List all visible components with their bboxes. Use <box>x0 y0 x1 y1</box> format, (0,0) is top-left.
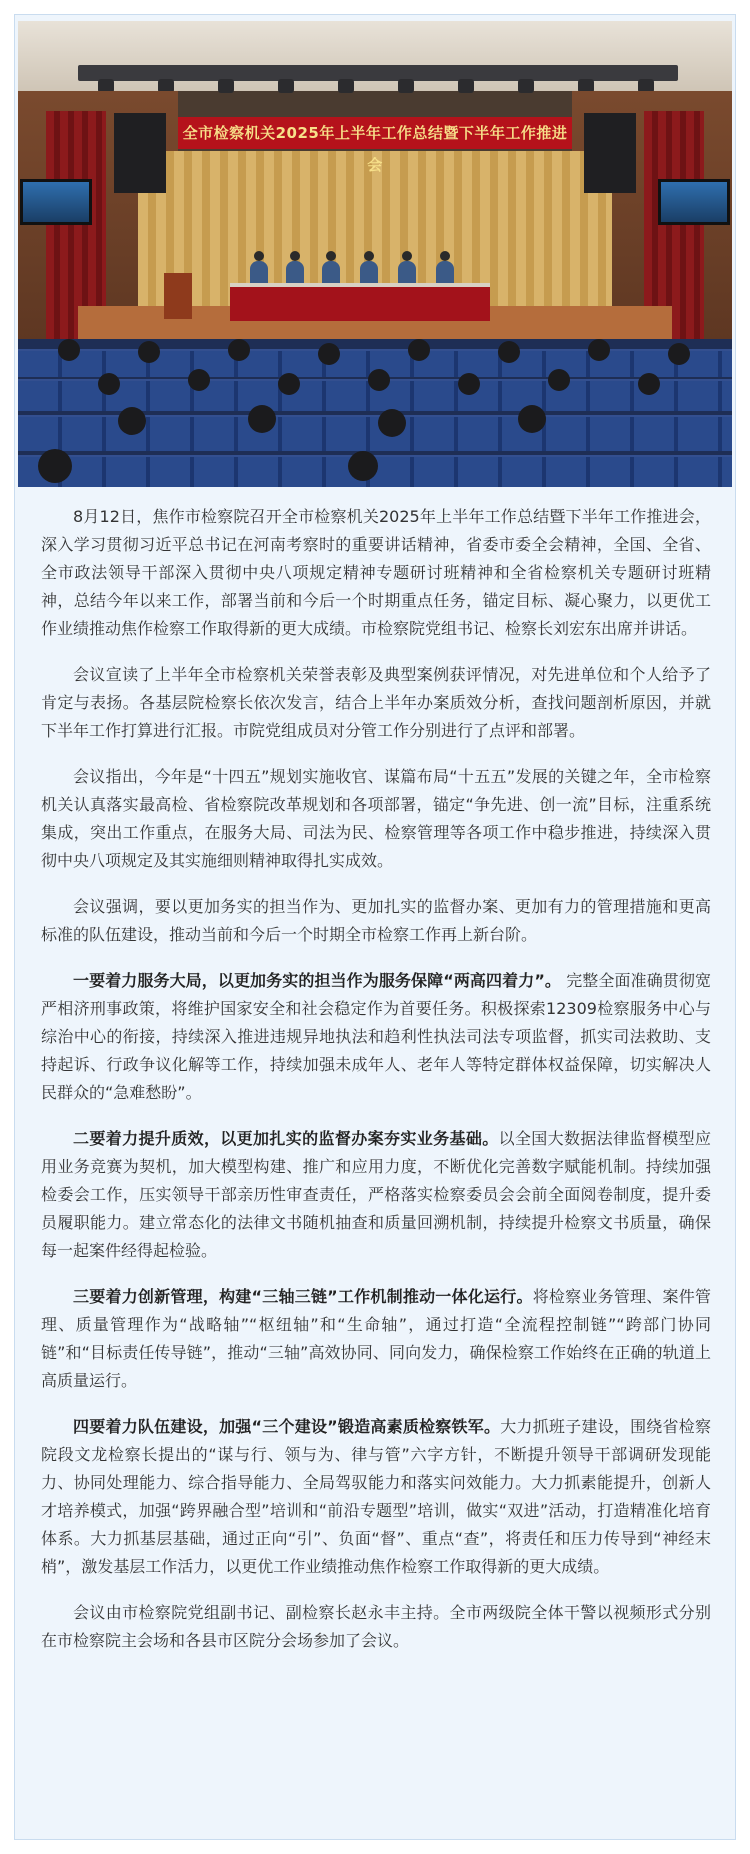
article-paragraph <box>41 763 711 875</box>
article-paragraph <box>41 1125 711 1265</box>
right-video-screen <box>658 179 730 225</box>
audience-head <box>638 373 660 395</box>
audience-head <box>668 343 690 365</box>
article-body <box>41 503 711 1673</box>
paragraph-text: 会议指出，今年是“十四五”规划实施收官、谋篇布局“十五五”发展的关键之年，全市检察机关认真落实最高检、省检察院改革规划和各项部署，锚定“争先进、创一流”目标，注重系统集成，突出工作重点，在服务大局、司法为民、检察管理等各项工作中稳步推进，持续深入贯彻中央八项规定及其实施细则精神取得扎实成效。 <box>41 767 711 870</box>
left-speaker <box>114 113 166 193</box>
paragraph-lead: 一要着力服务大局，以更加务实的担当作为服务保障“两高四着力”。 <box>73 971 562 990</box>
audience-head <box>248 405 276 433</box>
audience-head <box>38 449 72 483</box>
paragraph-text: 8月12日，焦作市检察院召开全市检察机关2025年上半年工作总结暨下半年工作推进会，深入学习贯彻习近平总书记在河南考察时的重要讲话精神，省委市委全会精神，全国、全省、全市政法领导干部深入贯彻中央八项规定精神专题研讨班精神和全省检察机关专题研讨班精神，总结今年以来工作，部署当前和今后一个时期重点任务，锚定目标、凝心聚力，以更优工作业绩推动焦作检察工作取得新的更大成绩。市检察院党组书记、检察长刘宏东出席并讲话。 <box>41 507 711 638</box>
stage-lamp <box>278 79 294 93</box>
official-figure <box>436 261 454 285</box>
stage-lamp <box>398 79 414 93</box>
article-frame <box>14 14 736 1840</box>
rostrum-table <box>230 283 490 321</box>
audience-head <box>278 373 300 395</box>
lectern <box>164 273 192 319</box>
stage-lamp <box>218 79 234 93</box>
audience-head <box>98 373 120 395</box>
audience-head <box>458 373 480 395</box>
stage-lamp <box>518 79 534 93</box>
audience-head <box>138 341 160 363</box>
audience-head <box>118 407 146 435</box>
official-figure <box>322 261 340 285</box>
paragraph-lead: 四要着力队伍建设，加强“三个建设”锻造高素质检察铁军。 <box>73 1417 501 1436</box>
left-video-screen <box>20 179 92 225</box>
paragraph-text: 会议强调，要以更加务实的担当作为、更加扎实的监督办案、更加有力的管理措施和更高标准的队伍建设，推动当前和今后一个时期全市检察工作再上新台阶。 <box>41 897 711 944</box>
audience-head <box>58 339 80 361</box>
meeting-banner: 全市检察机关2025年上半年工作总结暨下半年工作推进会 <box>178 117 572 149</box>
paragraph-text: 会议宣读了上半年全市检察机关荣誉表彰及典型案例获评情况，对先进单位和个人给予了肯定与表扬。各基层院检察长依次发言，结合上半年办案质效分析，查找问题剖析原因，并就下半年工作打算进行汇报。市院党组成员对分管工作分别进行了点评和部署。 <box>41 665 711 740</box>
article-paragraph <box>41 1283 711 1395</box>
paragraph-text: 会议由市检察院党组副书记、副检察长赵永丰主持。全市两级院全体干警以视频形式分别在市检察院主会场和各县市区院分会场参加了会议。 <box>41 1603 711 1650</box>
audience-head <box>368 369 390 391</box>
audience-head <box>518 405 546 433</box>
audience-area <box>18 339 732 487</box>
conference-photo <box>18 21 732 487</box>
official-figure <box>250 261 268 285</box>
article-paragraph <box>41 503 711 643</box>
article-paragraph <box>41 893 711 949</box>
audience-head <box>408 339 430 361</box>
official-figure <box>286 261 304 285</box>
audience-head <box>188 369 210 391</box>
stage-lamp <box>458 79 474 93</box>
audience-head <box>348 451 378 481</box>
audience-head <box>588 339 610 361</box>
paragraph-text: 以全国大数据法律监督模型应用业务竞赛为契机，加大模型构建、推广和应用力度，不断优化完善数字赋能机制。持续加强检委会工作，压实领导干部亲历性审查责任，严格落实检察委员会会前全面阅卷制度，提升委员履职能力。建立常态化的法律文书随机抽查和质量回溯机制，持续提升检察文书质量，确保每一起案件经得起检验。 <box>41 1129 711 1260</box>
article-paragraph <box>41 1599 711 1655</box>
official-figure <box>398 261 416 285</box>
paragraph-lead: 三要着力创新管理，构建“三轴三链”工作机制推动一体化运行。 <box>73 1287 533 1306</box>
article-paragraph <box>41 967 711 1107</box>
right-speaker <box>584 113 636 193</box>
audience-head <box>378 409 406 437</box>
stage-lamp <box>338 79 354 93</box>
paragraph-text: 完整全面准确贯彻宽严相济刑事政策，将维护国家安全和社会稳定作为首要任务。积极探索12309检察服务中心与综治中心的衔接，持续深入推进违规异地执法和趋利性执法司法专项监督，抓实司法救助、支持起诉、行政争议化解等工作，持续加强未成年人、老年人等特定群体权益保障，切实解决人民群众的“急难愁盼”。 <box>41 971 711 1102</box>
paragraph-lead: 二要着力提升质效，以更加扎实的监督办案夯实业务基础。 <box>73 1129 499 1148</box>
article-paragraph <box>41 1413 711 1581</box>
paragraph-text: 大力抓班子建设，围绕省检察院段文龙检察长提出的“谋与行、领与为、律与管”六字方针，不断提升领导干部调研发现能力、协同处理能力、综合指导能力、全局驾驭能力和落实问效能力。大力抓素能提升，创新人才培养模式，加强“跨界融合型”培训和“前沿专题型”培训，做实“双进”活动，打造精准化培育体系。大力抓基层基础，通过正向“引”、负面“督”、重点“查”，将责任和压力传导到“神经末梢”，激发基层工作活力，以更优工作业绩推动焦作检察工作取得新的更大成绩。 <box>41 1417 711 1576</box>
article-paragraph <box>41 661 711 745</box>
audience-head <box>318 343 340 365</box>
audience-head <box>498 341 520 363</box>
official-figure <box>360 261 378 285</box>
audience-head <box>548 369 570 391</box>
paragraph-text: 将检察业务管理、案件管理、质量管理作为“战略轴”“枢纽轴”和“生命轴”，通过打造“全流程控制链”“跨部门协同链”和“目标责任传导链”，推动“三轴”高效协同、同向发力，确保检察工作始终在正确的轨道上高质量运行。 <box>41 1287 711 1390</box>
audience-head <box>228 339 250 361</box>
